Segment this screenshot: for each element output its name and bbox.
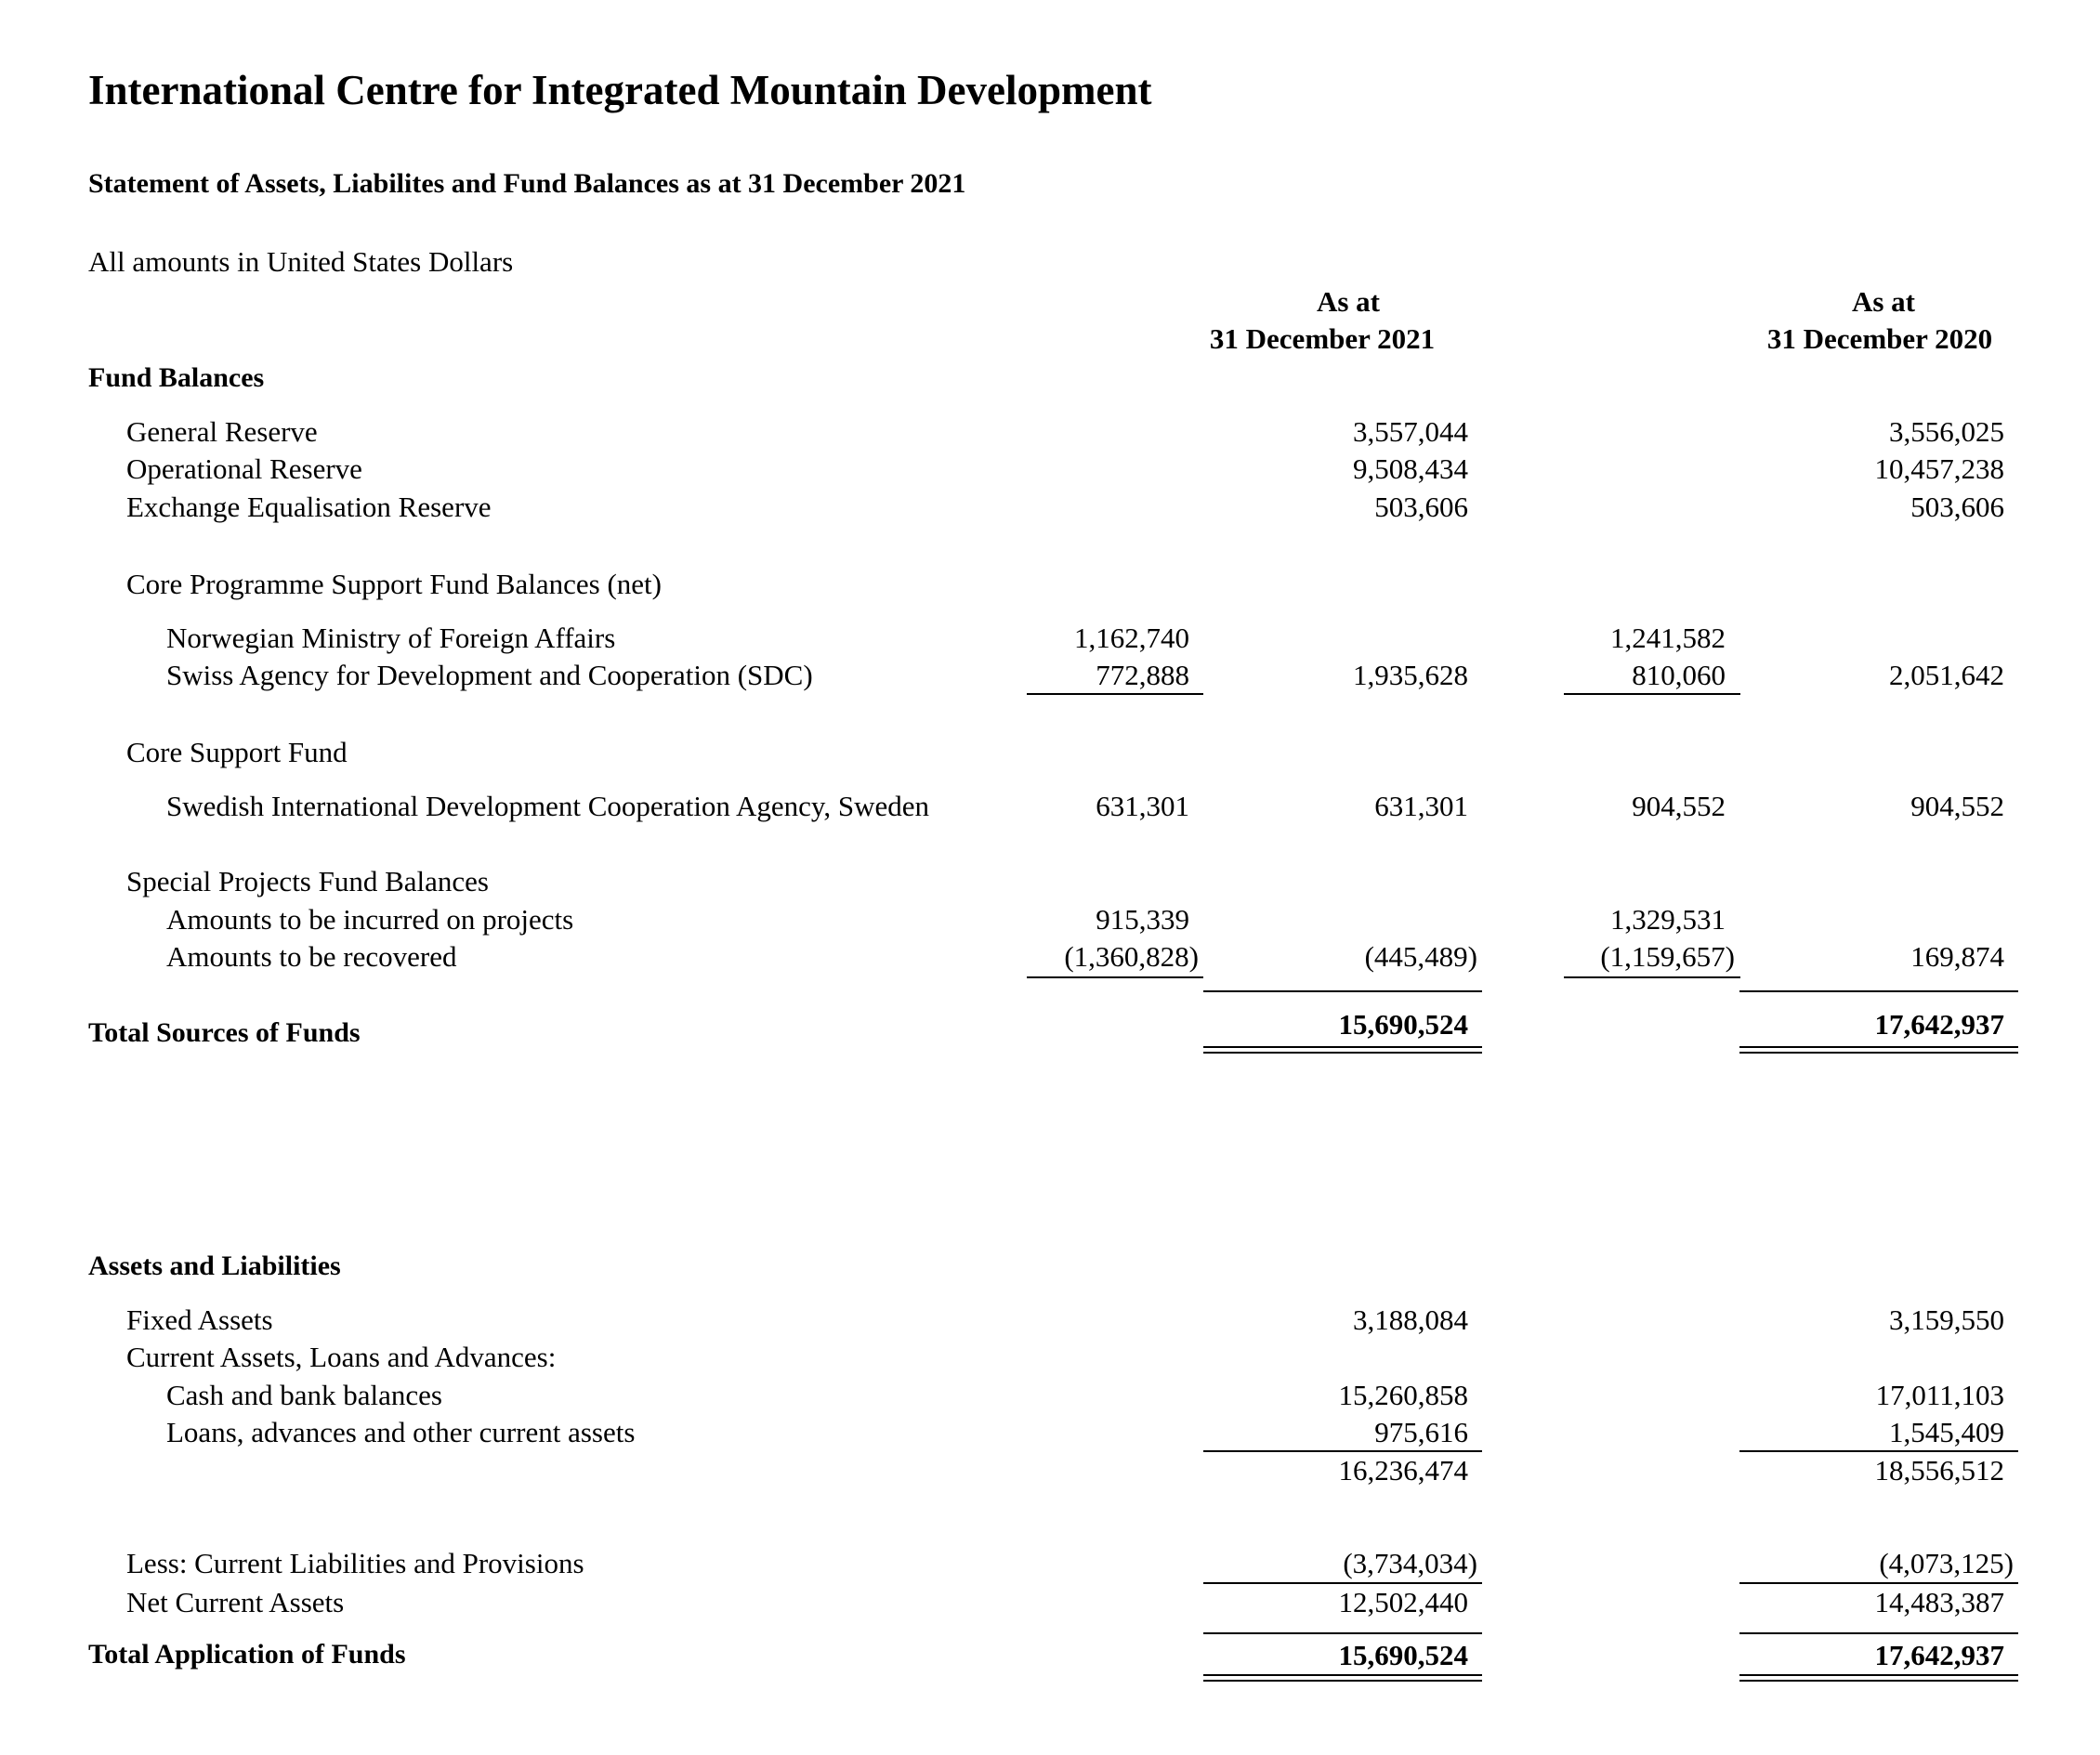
currency-note: All amounts in United States Dollars	[88, 245, 514, 278]
assets-liabilities-heading: Assets and Liabilities	[88, 1251, 341, 1281]
total-sources-cur-double-rule	[1203, 1046, 1482, 1054]
total-application-label: Total Application of Funds	[88, 1639, 406, 1670]
special-projects-heading: Special Projects Fund Balances	[126, 865, 489, 897]
current-assets-heading: Current Assets, Loans and Advances:	[126, 1341, 557, 1373]
net-current-assets-label: Net Current Assets	[126, 1586, 345, 1618]
current-assets-subtotal-prior: 18,556,512	[1874, 1454, 2004, 1487]
incurred-label: Amounts to be incurred on projects	[166, 903, 574, 936]
total-sources-prior: 17,642,937	[1874, 1008, 2004, 1041]
sdc-prior: 2,051,642	[1889, 659, 2004, 691]
recovered-label: Amounts to be recovered	[166, 940, 457, 973]
loans-label: Loans, advances and other current assets	[166, 1416, 636, 1448]
current-assets-cur-rule	[1203, 1450, 1482, 1452]
operational-reserve-prior: 10,457,238	[1874, 452, 2004, 485]
exchange-reserve-cur: 503,606	[1374, 491, 1468, 523]
less-liabilities-cur: (3,734,034)	[1343, 1547, 1477, 1579]
cash-cur: 15,260,858	[1338, 1379, 1468, 1411]
general-reserve-prior: 3,556,025	[1889, 415, 2004, 448]
general-reserve-cur: 3,557,044	[1353, 415, 1468, 448]
sida-prior: 904,552	[1910, 790, 2004, 822]
total-sources-label: Total Sources of Funds	[88, 1017, 361, 1048]
recovered-prior-sub: (1,159,657)	[1600, 940, 1735, 973]
core-programme-prior-sub-rule	[1564, 693, 1740, 695]
statement-title: Statement of Assets, Liabilites and Fund Balances as at 31 December 2021	[88, 168, 966, 199]
incurred-cur-sub: 915,339	[1096, 903, 1189, 936]
general-reserve-label: General Reserve	[126, 415, 318, 448]
loans-prior: 1,545,409	[1889, 1416, 2004, 1448]
cash-prior: 17,011,103	[1875, 1379, 2004, 1411]
liabilities-prior-rule	[1739, 1582, 2018, 1584]
sdc-prior-sub: 810,060	[1632, 659, 1726, 691]
sida-cur: 631,301	[1374, 790, 1468, 822]
sdc-cur: 1,935,628	[1353, 659, 1468, 691]
loans-cur: 975,616	[1374, 1416, 1468, 1448]
total-sources-prior-double-rule	[1739, 1046, 2018, 1054]
total-application-cur-top-rule	[1203, 1632, 1482, 1634]
total-application-cur: 15,690,524	[1338, 1639, 1468, 1671]
org-title: International Centre for Integrated Mountain Development	[88, 67, 1152, 113]
total-application-prior: 17,642,937	[1874, 1639, 2004, 1671]
col-current-line1: As at	[1316, 285, 1381, 318]
net-current-assets-prior: 14,483,387	[1874, 1586, 2004, 1618]
core-programme-cur-sub-rule	[1027, 693, 1203, 695]
norway-cur-sub: 1,162,740	[1074, 622, 1189, 654]
fund-balances-heading: Fund Balances	[88, 362, 265, 393]
operational-reserve-label: Operational Reserve	[126, 452, 362, 485]
total-application-cur-double-rule	[1203, 1674, 1482, 1682]
norway-prior-sub: 1,241,582	[1610, 622, 1726, 654]
current-assets-prior-rule	[1739, 1450, 2018, 1452]
recovered-prior: 169,874	[1910, 940, 2004, 973]
recovered-cur: (445,489)	[1364, 940, 1477, 973]
col-prior-line1: As at	[1851, 285, 1916, 318]
core-programme-heading: Core Programme Support Fund Balances (net)	[126, 568, 662, 600]
fixed-assets-label: Fixed Assets	[126, 1303, 273, 1336]
operational-reserve-cur: 9,508,434	[1353, 452, 1468, 485]
fixed-assets-cur: 3,188,084	[1353, 1303, 1468, 1336]
cash-label: Cash and bank balances	[166, 1379, 442, 1411]
total-sources-cur: 15,690,524	[1338, 1008, 1468, 1041]
net-current-assets-cur: 12,502,440	[1338, 1586, 1468, 1618]
recovered-cur-sub: (1,360,828)	[1064, 940, 1199, 973]
less-liabilities-prior: (4,073,125)	[1879, 1547, 2014, 1579]
less-liabilities-label: Less: Current Liabilities and Provisions	[126, 1547, 584, 1579]
special-projects-cur-sub-rule	[1027, 976, 1203, 978]
exchange-reserve-label: Exchange Equalisation Reserve	[126, 491, 492, 523]
sida-cur-sub: 631,301	[1096, 790, 1189, 822]
sida-label: Swedish International Development Cooperation Agency, Sweden	[166, 790, 930, 822]
fixed-assets-prior: 3,159,550	[1889, 1303, 2004, 1336]
col-current-line2: 31 December 2021	[1209, 322, 1436, 355]
sida-prior-sub: 904,552	[1632, 790, 1726, 822]
core-support-heading: Core Support Fund	[126, 736, 348, 768]
total-application-prior-top-rule	[1739, 1632, 2018, 1634]
total-application-prior-double-rule	[1739, 1674, 2018, 1682]
sdc-cur-sub: 772,888	[1096, 659, 1189, 691]
total-sources-cur-top-rule	[1203, 990, 1482, 992]
exchange-reserve-prior: 503,606	[1910, 491, 2004, 523]
sdc-label: Swiss Agency for Development and Cooperation (SDC)	[166, 659, 813, 691]
current-assets-subtotal-cur: 16,236,474	[1338, 1454, 1468, 1487]
col-prior-line2: 31 December 2020	[1766, 322, 1993, 355]
incurred-prior-sub: 1,329,531	[1610, 903, 1726, 936]
norway-label: Norwegian Ministry of Foreign Affairs	[166, 622, 616, 654]
total-sources-prior-top-rule	[1739, 990, 2018, 992]
liabilities-cur-rule	[1203, 1582, 1482, 1584]
special-projects-prior-sub-rule	[1564, 976, 1740, 978]
